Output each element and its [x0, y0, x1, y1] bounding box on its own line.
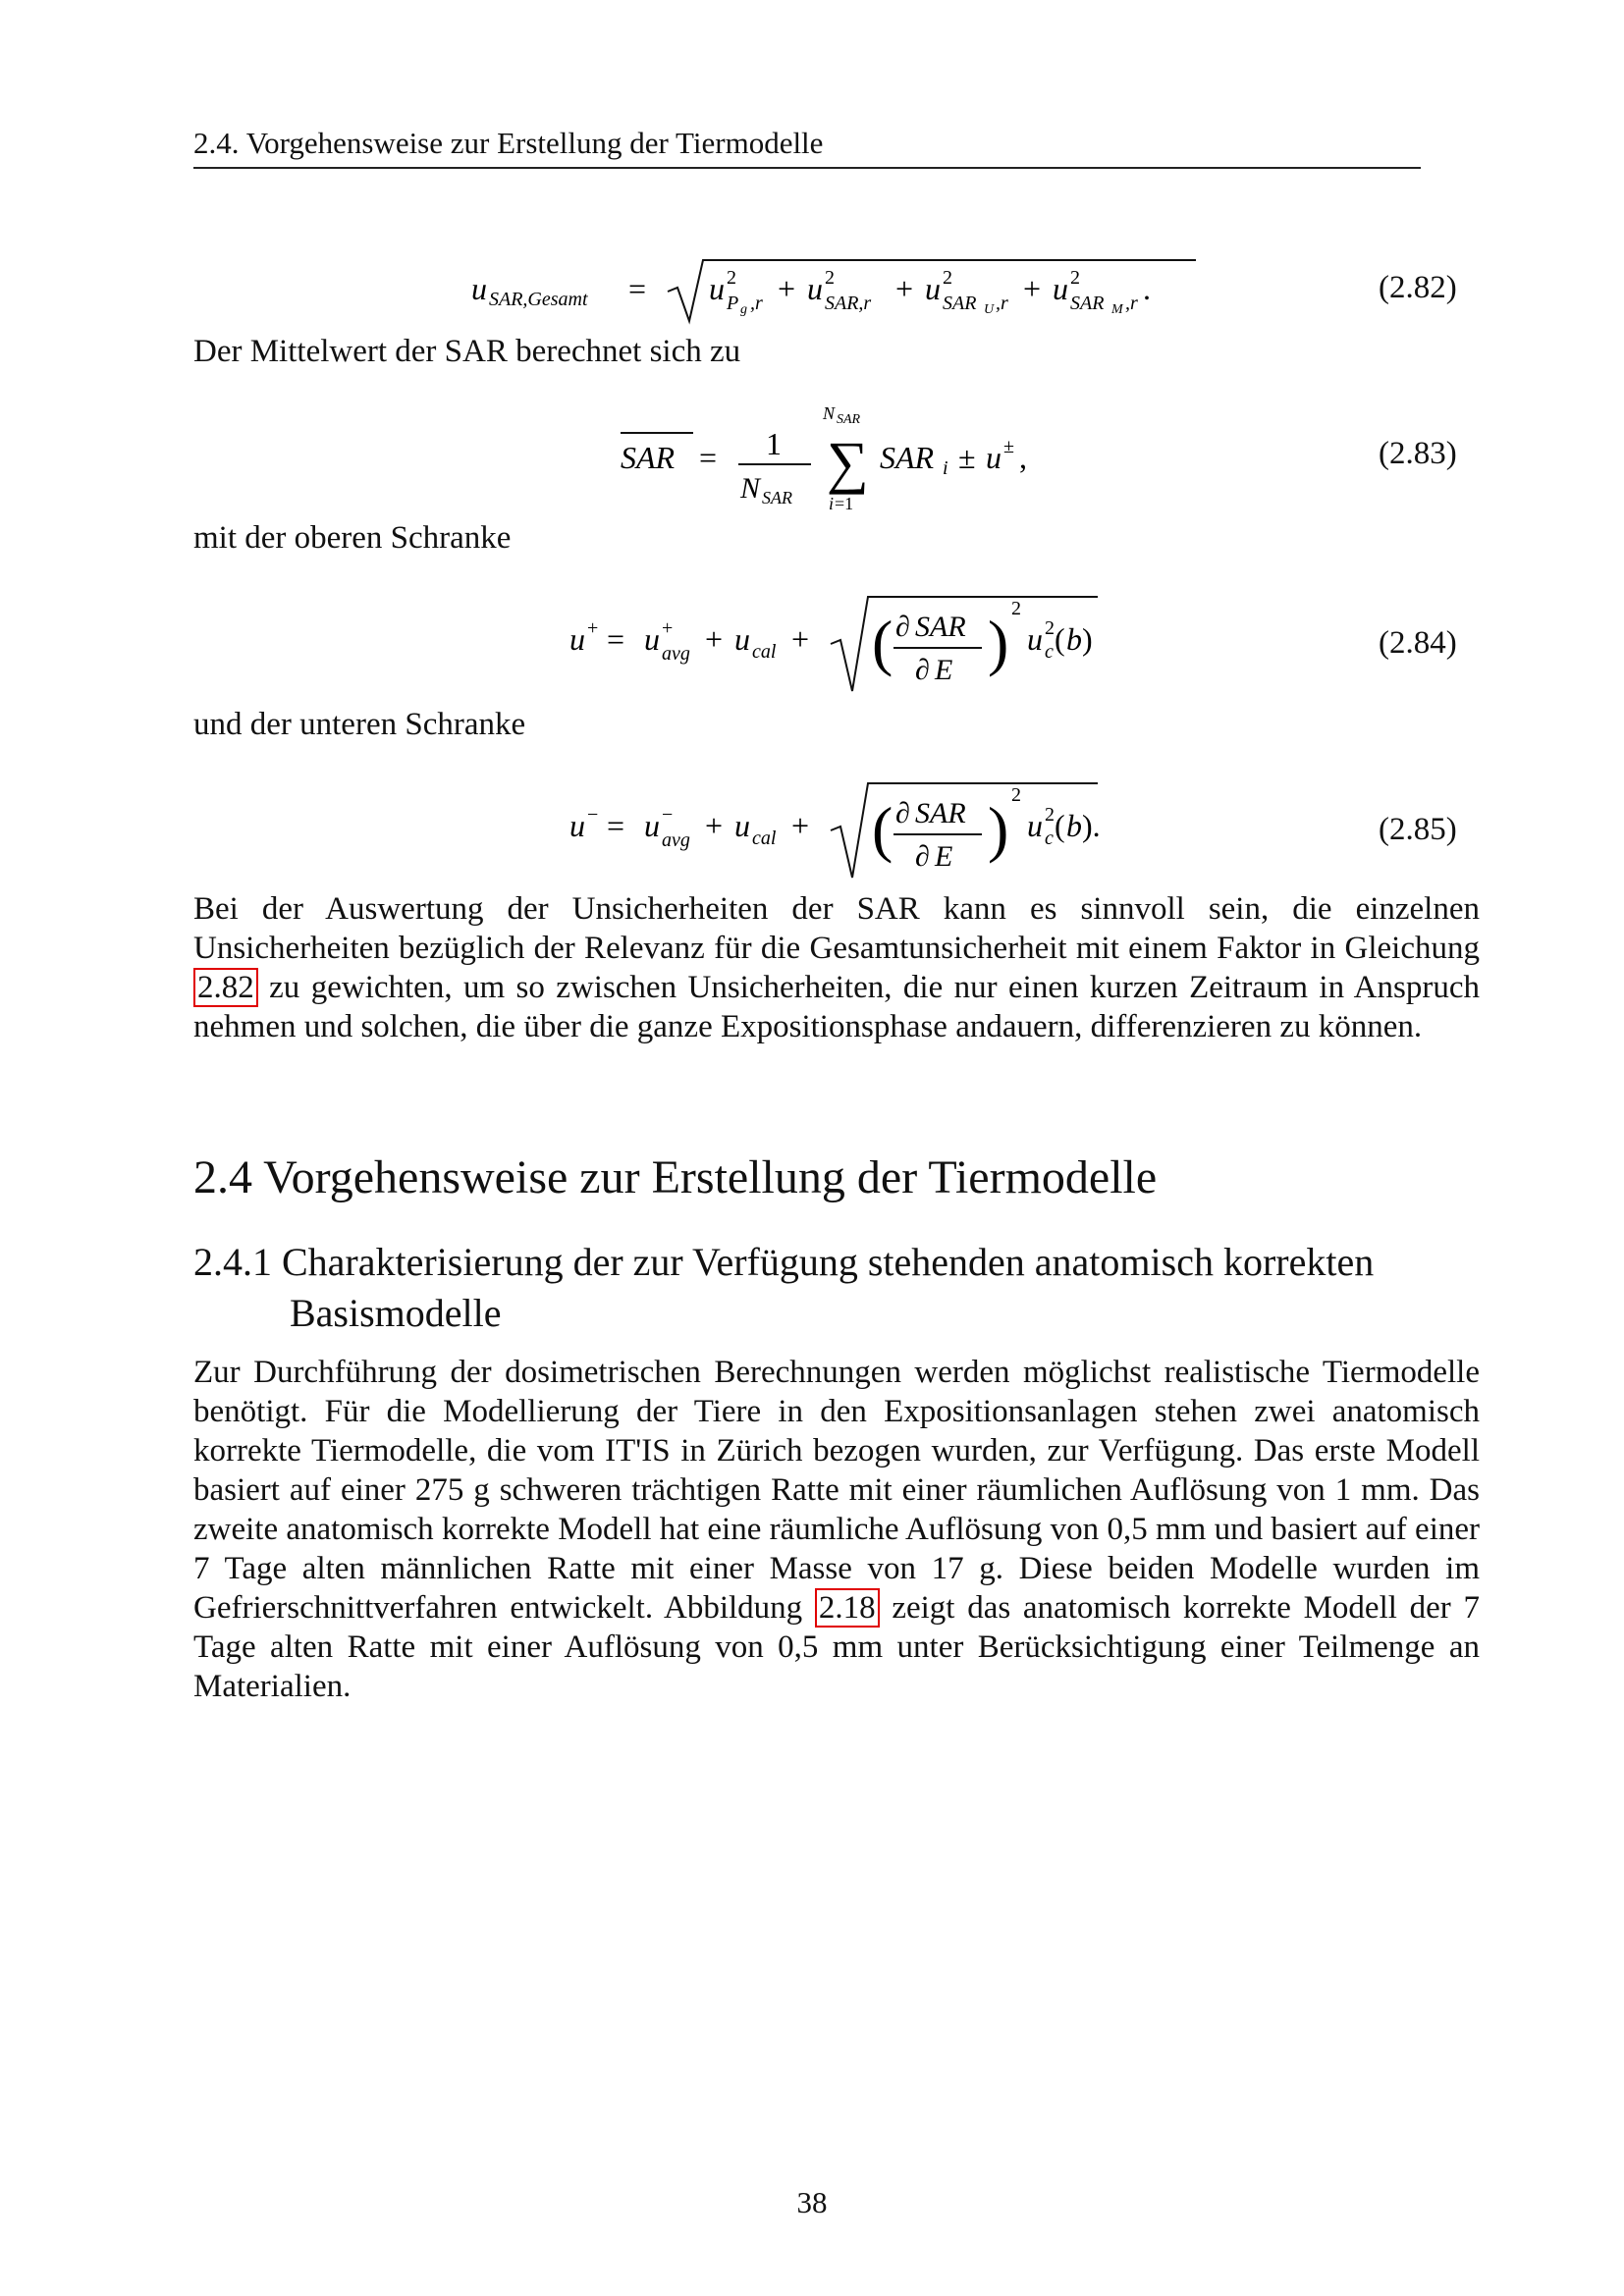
paragraph-text: Zur Durchführung der dosimetrischen Berechnungen werden möglichst realistische Tiermodelle benötigt. Für die Modellierung der Tiere in den Expositionsanlagen stehen zwei anatomisch korrekte Tiermodelle, die vom IT'IS in Zürich bezogen wurden, zur Verfügung. Das erste Modell basiert auf einer 275 g schweren trächtigen Ratte mit einer räumlichen Auflösung von 1 mm. Das zweite anatomisch korrekte Modell hat eine räumliche Auflösung von 0,5 mm und basiert auf einer 7 Tage alten männlichen Ratte mit einer Masse von 17 g. Diese beiden Modelle wurden im Gefrierschnittverfahren entwickelt. Abbildung — [193, 1355, 1480, 1626]
svg-text:g: g — [740, 302, 747, 317]
svg-text:u: u — [569, 621, 585, 657]
svg-text:SAR: SAR — [915, 611, 966, 643]
svg-text:=: = — [607, 808, 625, 843]
svg-text:+: + — [1023, 271, 1042, 306]
svg-text:2: 2 — [1011, 784, 1021, 806]
header-rule — [193, 167, 1421, 169]
svg-text:,r: ,r — [1125, 293, 1138, 314]
svg-text:+: + — [705, 621, 724, 657]
svg-text:−: − — [587, 804, 599, 826]
svg-text:2: 2 — [1011, 598, 1021, 619]
equation-2-83 — [609, 398, 1080, 520]
svg-text:cal: cal — [752, 828, 777, 849]
body-paragraph — [193, 889, 1480, 1046]
svg-text:.: . — [1143, 271, 1151, 306]
svg-text:±: ± — [1003, 436, 1014, 457]
svg-text:i: i — [943, 457, 948, 479]
svg-text:u: u — [925, 271, 941, 306]
upper-bound-text: mit der oberen Schranke — [193, 520, 512, 556]
equation-2-85 — [560, 766, 1129, 888]
svg-text:+: + — [662, 617, 674, 639]
mean-intro-text: Der Mittelwert der SAR berechnet sich zu — [193, 334, 741, 369]
svg-text:2: 2 — [727, 267, 736, 289]
svg-text:+: + — [791, 808, 810, 843]
svg-text:u: u — [807, 271, 823, 306]
svg-text:avg: avg — [662, 829, 690, 851]
svg-text:M: M — [1111, 302, 1123, 317]
equation-number: (2.84) — [1379, 625, 1457, 661]
svg-text:SAR: SAR — [762, 488, 792, 507]
svg-text:u: u — [734, 808, 750, 843]
svg-text:u: u — [986, 440, 1001, 475]
svg-text:c: c — [1045, 641, 1054, 663]
subsection-title-line: Basismodelle — [290, 1291, 502, 1335]
svg-text:avg: avg — [662, 643, 690, 665]
lower-bound-text: und der unteren Schranke — [193, 707, 526, 742]
svg-text:SAR: SAR — [943, 293, 977, 314]
paragraph-text: zu gewichten, um so zwischen Unsicherheiten, die nur einen kurzen Zeitraum in Anspruch nehmen und solchen, die über die ganze Expositionsphase andauern, differenzieren zu können. — [193, 970, 1480, 1044]
svg-text:SAR,r: SAR,r — [825, 293, 872, 314]
svg-text:2: 2 — [1045, 804, 1055, 826]
svg-text:).: ). — [1082, 808, 1101, 843]
figure-reference-link[interactable]: 2.18 — [815, 1588, 880, 1628]
svg-text:E: E — [935, 840, 953, 873]
svg-text:2: 2 — [1045, 617, 1055, 639]
svg-text:): ) — [988, 794, 1009, 864]
svg-text:E: E — [935, 654, 953, 686]
svg-text:N: N — [740, 472, 761, 505]
svg-text:u: u — [471, 271, 487, 306]
equation-reference-link[interactable]: 2.82 — [193, 968, 258, 1007]
svg-text:2: 2 — [1070, 267, 1080, 289]
svg-text:u: u — [734, 621, 750, 657]
svg-text:cal: cal — [752, 641, 777, 663]
page-number: 38 — [796, 2185, 828, 2219]
svg-text:=: = — [699, 440, 718, 475]
svg-text:+: + — [705, 808, 724, 843]
section-title: 2.4 Vorgehensweise zur Erstellung der Tiermodelle — [193, 1151, 1158, 1203]
svg-text:=: = — [607, 621, 625, 657]
svg-text:∂: ∂ — [895, 611, 910, 643]
svg-text:−: − — [662, 804, 674, 826]
svg-text:SAR: SAR — [621, 440, 676, 475]
paragraph-text: Bei der Auswertung der Unsicherheiten der SAR kann es sinnvoll sein, die einzelnen Unsicherheiten bezüglich der Relevanz für die Gesamtunsicherheit mit einem Faktor in Gleichung — [193, 891, 1480, 966]
svg-text:N: N — [823, 403, 836, 423]
svg-text:b: b — [1066, 808, 1082, 843]
subsection-title — [193, 1237, 1480, 1339]
svg-text:): ) — [988, 608, 1009, 677]
svg-text:±: ± — [958, 440, 976, 475]
svg-text:+: + — [587, 617, 599, 639]
svg-text:i: i — [829, 494, 835, 513]
svg-text:b: b — [1066, 621, 1082, 657]
svg-text:u: u — [569, 808, 585, 843]
svg-text:SAR: SAR — [915, 797, 966, 829]
svg-text:SAR: SAR — [1070, 293, 1105, 314]
body-paragraph — [193, 1353, 1480, 1706]
svg-text:(: ( — [872, 608, 893, 677]
svg-text:,r: ,r — [750, 293, 763, 314]
equation-number: (2.82) — [1379, 270, 1457, 305]
svg-text:(: ( — [1055, 808, 1065, 843]
svg-text:∂: ∂ — [895, 797, 910, 829]
svg-text:∂: ∂ — [915, 654, 930, 686]
svg-text:u: u — [1027, 808, 1043, 843]
equation-number: (2.83) — [1379, 436, 1457, 471]
svg-text:SAR: SAR — [880, 440, 935, 475]
svg-text:SAR,Gesamt: SAR,Gesamt — [489, 289, 588, 310]
svg-text:∂: ∂ — [915, 840, 930, 873]
svg-text:1: 1 — [766, 426, 782, 461]
svg-text:+: + — [895, 271, 914, 306]
svg-text:=1: =1 — [835, 494, 854, 513]
paragraph-text: zeigt das anatomisch korrekte Modell der 7 Tage alten Ratte mit einer Auflösung von 0,5 mm unter Berücksichtigung einer Teilmenge an Materialien. — [193, 1590, 1480, 1704]
svg-text:U: U — [984, 302, 995, 317]
equation-number: (2.85) — [1379, 812, 1457, 847]
equation-2-82 — [461, 250, 1227, 329]
svg-text:): ) — [1082, 621, 1093, 657]
svg-text:2: 2 — [825, 267, 835, 289]
svg-text:(: ( — [872, 794, 893, 864]
svg-text:∑: ∑ — [827, 430, 869, 495]
subsection-title-line: 2.4.1 Charakterisierung der zur Verfügung stehenden anatomisch korrekten — [193, 1240, 1375, 1284]
svg-text:(: ( — [1055, 621, 1065, 657]
svg-text:u: u — [644, 621, 660, 657]
running-header: 2.4. Vorgehensweise zur Erstellung der Tiermodelle — [193, 126, 824, 160]
svg-text:+: + — [778, 271, 796, 306]
svg-text:c: c — [1045, 828, 1054, 849]
svg-text:u: u — [1053, 271, 1068, 306]
svg-text:,: , — [1019, 440, 1027, 475]
svg-text:=: = — [628, 271, 647, 306]
svg-text:P: P — [727, 293, 739, 314]
equation-2-84 — [560, 579, 1110, 702]
svg-text:u: u — [709, 271, 725, 306]
svg-text:u: u — [644, 808, 660, 843]
svg-text:2: 2 — [943, 267, 952, 289]
svg-text:u: u — [1027, 621, 1043, 657]
svg-text:SAR: SAR — [837, 412, 861, 427]
svg-text:+: + — [791, 621, 810, 657]
svg-text:,r: ,r — [996, 293, 1008, 314]
